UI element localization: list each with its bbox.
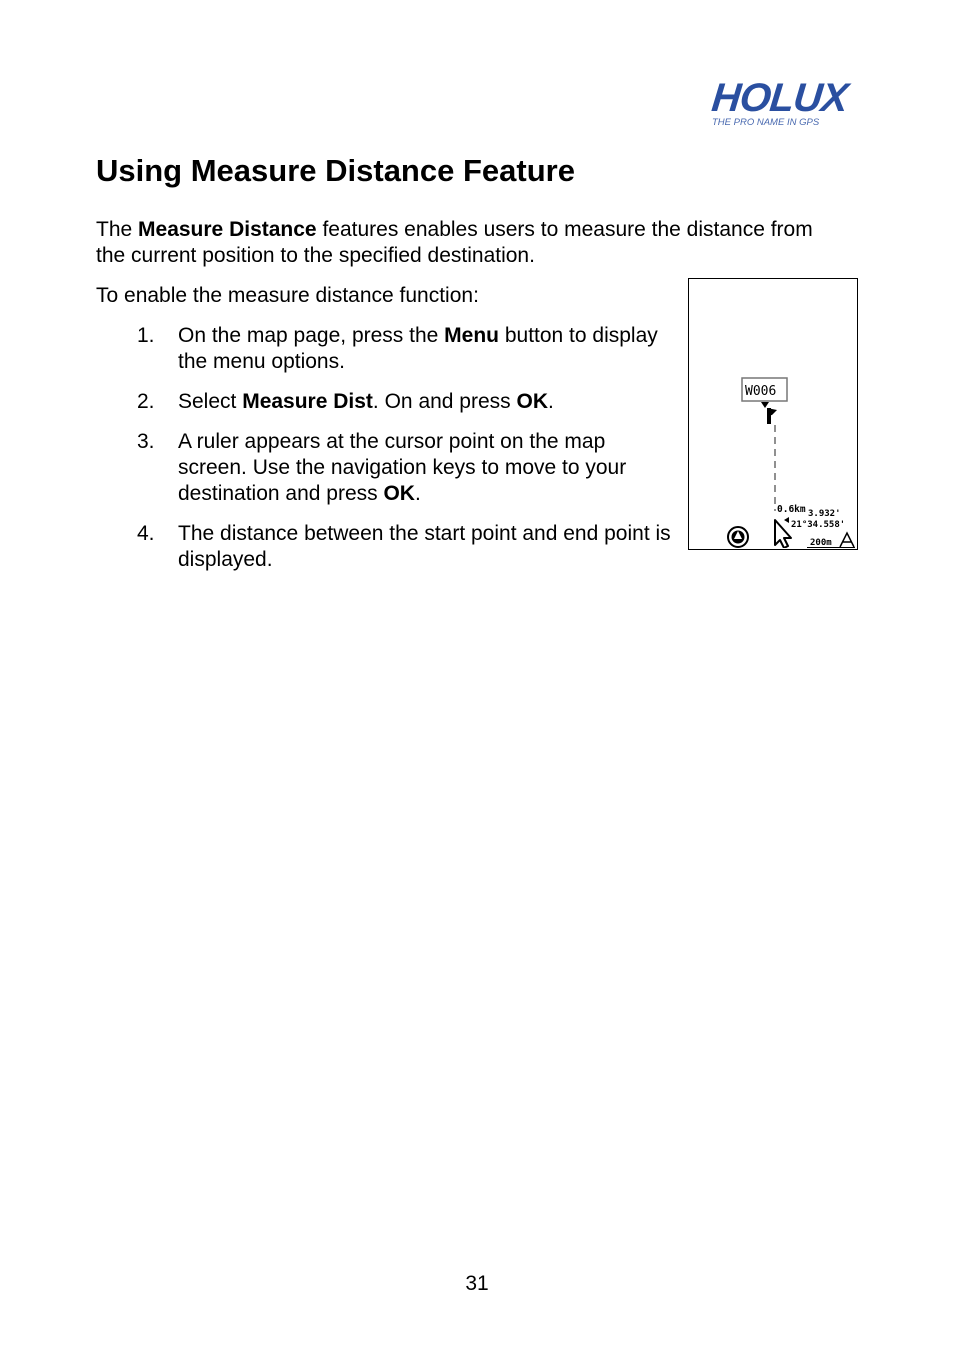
step-text-part: On the map page, press the	[178, 324, 445, 347]
step-bold-term: Menu	[444, 324, 499, 347]
step-number: 4.	[137, 522, 155, 545]
step-text-part: .	[548, 390, 554, 413]
step-text	[178, 323, 676, 375]
step-item	[96, 323, 676, 375]
waypoint-pointer-icon	[761, 402, 769, 408]
intro-bold-term: Measure Distance	[138, 218, 317, 241]
page-title: Using Measure Distance Feature	[96, 153, 575, 188]
cursor-arrow-icon	[775, 520, 791, 548]
scale-label: 200m	[810, 538, 832, 548]
step-bold-term: OK	[516, 390, 548, 413]
coordinate-line-1: 3.932'	[808, 509, 841, 519]
page-number: 31	[465, 1272, 489, 1295]
step-item	[96, 429, 676, 507]
waypoint-label: W006	[745, 384, 777, 399]
gps-screen-illustration	[688, 278, 858, 550]
steps-list	[96, 323, 676, 587]
logo-wordmark: HOLUX	[709, 76, 850, 120]
enable-instructions: To enable the measure distance function:	[96, 284, 479, 307]
logo-tagline: THE PRO NAME IN GPS	[712, 117, 820, 128]
step-item	[96, 389, 676, 415]
step-text-part: Select	[178, 390, 243, 413]
step-text-part: . On and press	[372, 390, 517, 413]
step-text	[178, 389, 676, 415]
intro-paragraph	[96, 217, 836, 269]
step-number: 2.	[137, 390, 155, 413]
step-number: 1.	[137, 324, 155, 347]
coordinate-marker-icon	[784, 517, 789, 523]
step-bold-term: Measure Dist	[242, 390, 373, 413]
step-text: The distance between the start point and end point is displayed.	[178, 522, 671, 571]
intro-suffix: features enables users to measure the distance from the current position to the specified destination.	[96, 218, 813, 267]
step-text	[178, 429, 676, 507]
step-text-part: .	[414, 482, 421, 505]
intro-prefix: The	[96, 218, 139, 241]
step-number: 3.	[137, 430, 155, 453]
mountain-icon	[840, 533, 854, 547]
step-text-part: button to display the menu options.	[178, 324, 658, 373]
step-bold-term: OK	[383, 482, 415, 505]
step-item	[96, 521, 676, 573]
distance-readout: 0.6km	[777, 504, 806, 515]
holux-logo	[706, 72, 850, 136]
flag-icon	[767, 408, 777, 416]
gps-map-screen	[689, 279, 856, 548]
step-text-part: A ruler appears at the cursor point on the map screen. Use the navigation keys to move to your destination and press	[178, 430, 627, 505]
coordinate-line-2: 21°34.558'	[791, 520, 846, 530]
